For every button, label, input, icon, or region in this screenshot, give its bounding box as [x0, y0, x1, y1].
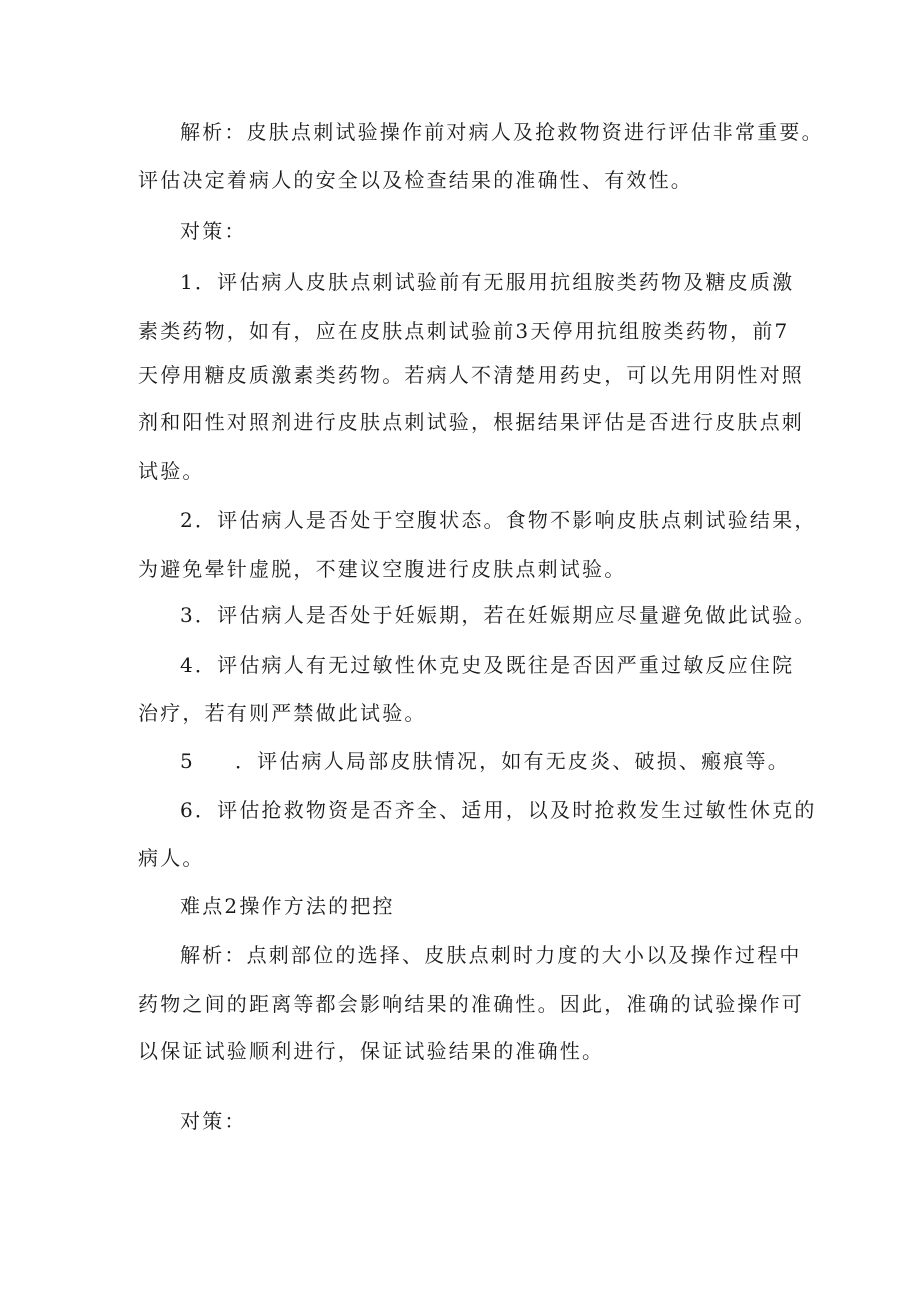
paragraph-line: 1．评估病人皮肤点刺试验前有无服用抗组胺类药物及糖皮质激 — [180, 270, 795, 294]
paragraph-line: 以保证试验顺利进行，保证试验结果的准确性。 — [138, 1039, 605, 1063]
section-heading: 难点2操作方法的把控 — [180, 894, 395, 918]
section-heading: 对策： — [180, 1109, 247, 1133]
paragraph-line: 解析：点刺部位的选择、皮肤点刺时力度的大小以及操作过程中 — [180, 943, 802, 967]
paragraph-line: 剂和阳性对照剂进行皮肤点刺试验，根据结果评估是否进行皮肤点刺 — [138, 410, 804, 434]
paragraph-line: 2．评估病人是否处于空腹状态。食物不影响皮肤点刺试验结果， — [180, 508, 817, 532]
paragraph-line: 病人。 — [138, 846, 205, 870]
item-number: 5 — [180, 749, 195, 773]
numbered-item — [180, 748, 790, 774]
item-text: ．评估病人局部皮肤情况，如有无皮炎、破损、瘢痕等。 — [234, 749, 790, 773]
paragraph-line: 评估决定着病人的安全以及检查结果的准确性、有效性。 — [138, 168, 693, 192]
paragraph-line: 3．评估病人是否处于妊娠期，若在妊娠期应尽量避免做此试验。 — [180, 603, 817, 627]
paragraph-line: 4．评估病人有无过敏性休克史及既往是否因严重过敏反应住院 — [180, 653, 795, 677]
paragraph-line: 素类药物，如有，应在皮肤点刺试验前3天停用抗组胺类药物，前7 — [138, 319, 790, 343]
paragraph-line: 为避免晕针虚脱，不建议空腹进行皮肤点刺试验。 — [138, 557, 627, 581]
paragraph-line: 6．评估抢救物资是否齐全、适用，以及时抢救发生过敏性休克的 — [180, 798, 817, 822]
paragraph-line: 天停用糖皮质激素类药物。若病人不清楚用药史，可以先用阴性对照 — [138, 363, 804, 387]
paragraph-line: 解析：皮肤点刺试验操作前对病人及抢救物资进行评估非常重要。 — [180, 120, 824, 144]
paragraph-line: 治疗，若有则严禁做此试验。 — [138, 701, 427, 725]
paragraph-line: 药物之间的距离等都会影响结果的准确性。因此，准确的试验操作可 — [138, 992, 804, 1016]
paragraph-line: 试验。 — [138, 459, 205, 483]
section-heading: 对策： — [180, 219, 247, 243]
